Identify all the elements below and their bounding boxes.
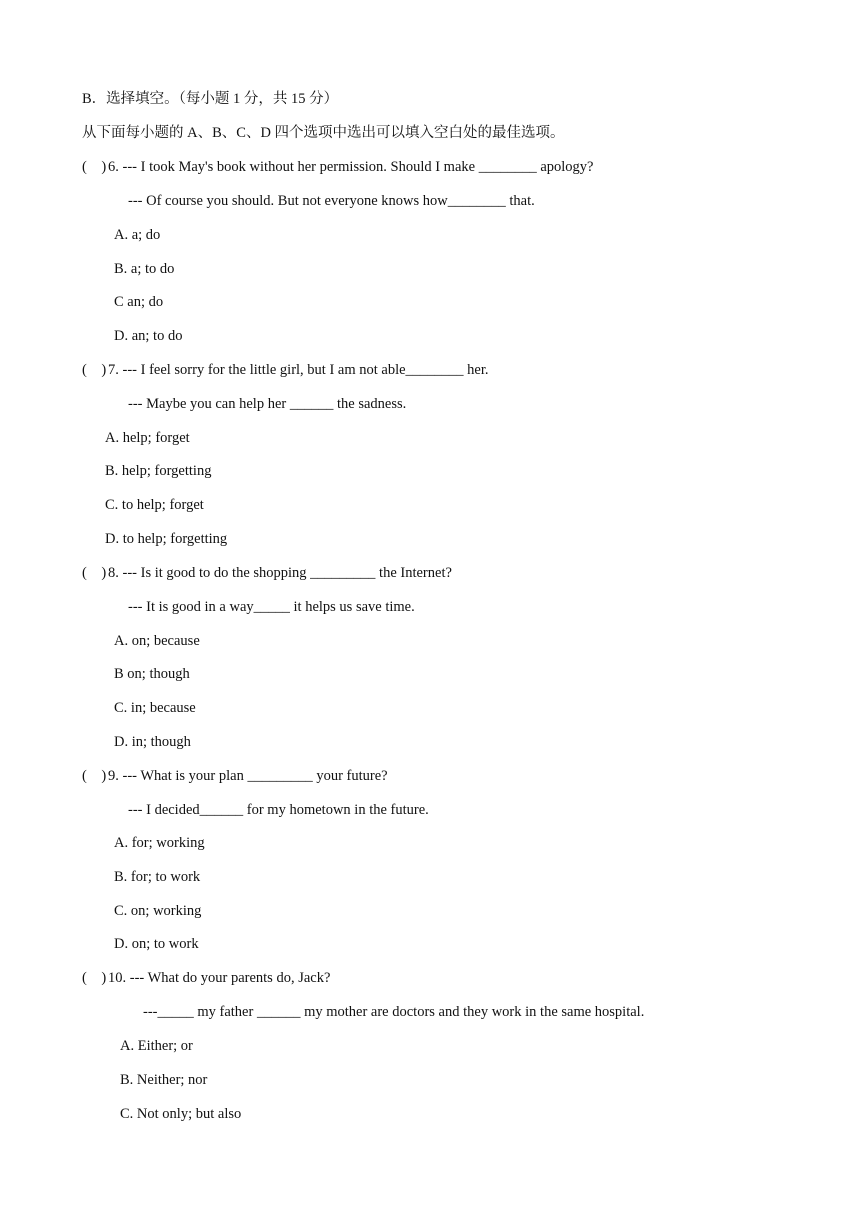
question-8-option-a: A. on; because bbox=[114, 633, 200, 649]
question-6-option-a: A. a; do bbox=[114, 227, 161, 243]
question-8 bbox=[82, 563, 452, 583]
question-7-option-a: A. help; forget bbox=[105, 430, 190, 446]
question-8-reply: --- It is good in a way_____ it helps us save time. bbox=[128, 599, 415, 615]
question-9-option-c: C. on; working bbox=[114, 903, 202, 919]
question-6-reply: --- Of course you should. But not everyone knows how________ that. bbox=[128, 193, 535, 209]
question-prompt: 6. --- I took May's book without her permission. Should I make ________ apology? bbox=[108, 159, 594, 175]
answer-bracket: ( ) bbox=[82, 768, 107, 784]
question-10-option-a: A. Either; or bbox=[120, 1038, 193, 1054]
question-prompt: 10. --- What do your parents do, Jack? bbox=[108, 970, 331, 986]
question-6-option-c: C an; do bbox=[114, 294, 164, 310]
question-prompt: 7. --- I feel sorry for the little girl, but I am not able________ her. bbox=[108, 362, 489, 378]
answer-bracket: ( ) bbox=[82, 362, 107, 378]
question-6 bbox=[82, 157, 593, 177]
question-7-reply: --- Maybe you can help her ______ the sadness. bbox=[128, 396, 407, 412]
question-10-option-b: B. Neither; nor bbox=[120, 1072, 208, 1088]
question-8-option-d: D. in; though bbox=[114, 734, 191, 750]
question-9-option-b: B. for; to work bbox=[114, 869, 201, 885]
question-7 bbox=[82, 360, 489, 380]
answer-bracket: ( ) bbox=[82, 970, 107, 986]
question-9 bbox=[82, 766, 388, 786]
answer-bracket: ( ) bbox=[82, 565, 107, 581]
question-9-option-a: A. for; working bbox=[114, 835, 205, 851]
question-prompt: 8. --- Is it good to do the shopping _________ the Internet? bbox=[108, 565, 452, 581]
question-10 bbox=[82, 968, 330, 988]
question-8-option-b: B on; though bbox=[114, 666, 190, 682]
question-9-reply: --- I decided______ for my hometown in the future. bbox=[128, 802, 429, 818]
question-7-option-c: C. to help; forget bbox=[105, 497, 204, 513]
question-9-option-d: D. on; to work bbox=[114, 936, 199, 952]
question-7-option-b: B. help; forgetting bbox=[105, 463, 212, 479]
question-8-option-c: C. in; because bbox=[114, 700, 196, 716]
question-7-option-d: D. to help; forgetting bbox=[105, 531, 228, 547]
section-instruction: 从下面每小题的 A、B、C、D 四个选项中选出可以填入空白处的最佳选项。 bbox=[82, 125, 565, 141]
section-title: B．选择填空。（每小题 1 分，共 15 分） bbox=[82, 91, 339, 107]
question-6-option-b: B. a; to do bbox=[114, 261, 175, 277]
question-prompt: 9. --- What is your plan _________ your future? bbox=[108, 768, 388, 784]
question-10-option-c: C. Not only; but also bbox=[120, 1106, 242, 1122]
question-10-reply: ---_____ my father ______ my mother are doctors and they work in the same hospital. bbox=[143, 1004, 645, 1020]
answer-bracket: ( ) bbox=[82, 159, 107, 175]
question-6-option-d: D. an; to do bbox=[114, 328, 183, 344]
